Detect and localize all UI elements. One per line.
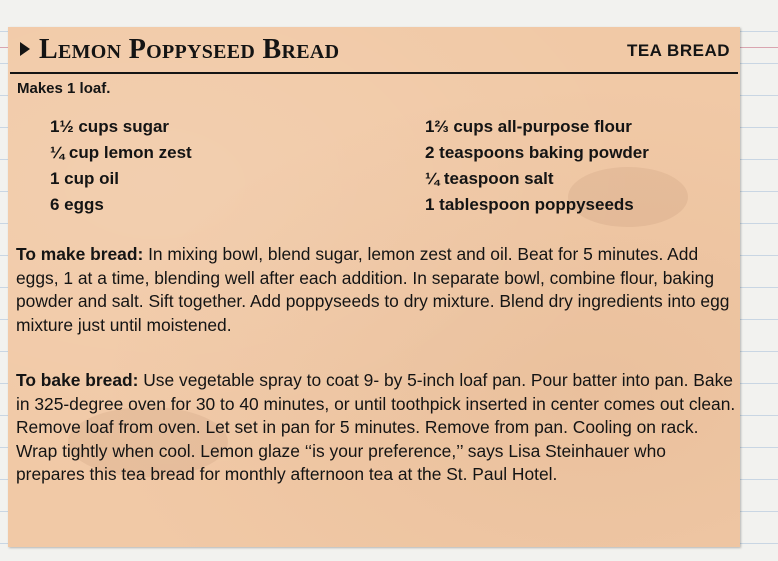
bake-heading: To bake bread: (16, 370, 139, 390)
ingredient-item: 1 cup oil (50, 169, 119, 188)
make-instructions (16, 243, 736, 337)
recipe-clipping (8, 27, 740, 547)
bake-instructions (16, 369, 736, 487)
ingredient-item: 1⅔ cups all-purpose flour (425, 117, 632, 136)
make-text: In mixing bowl, blend sugar, lemon zest and oil. Beat for 5 minutes. Add eggs, 1 at a time, blending well after each addition. In separate bowl, combine flour, baking powder and salt. Sift together. Add poppyseeds to dry mixture. Blend dry ingredients into egg mixture just until moistened. (16, 244, 730, 335)
ingredient-item: 1½ cups sugar (50, 117, 170, 136)
ingredient-item: 2 teaspoons baking powder (425, 143, 649, 162)
recipe-category: TEA BREAD (626, 41, 730, 60)
bake-text: Use vegetable spray to coat 9- by 5-inch loaf pan. Pour batter into pan. Bake in 325-degree oven for 30 to 40 minutes, or until toothpick inserted in center comes out clean. Remove loaf from oven. Let set in pan for 5 minutes. Remove from pan. Cooling on rack. Wrap tightly when cool. Lemon glaze ‘‘is your preference,’’ says Lisa Steinhauer who prepares this tea bread for monthly afternoon tea at the St. Paul Hotel. (16, 370, 736, 485)
ingredient-item: ¼ cup lemon zest (50, 143, 192, 162)
ingredients-left-column (50, 114, 192, 218)
bullet-arrow-icon (20, 42, 30, 56)
recipe-title: Lemon Poppyseed Bread (39, 34, 340, 65)
ingredients-right-column (425, 114, 649, 218)
ingredient-item: 6 eggs (50, 195, 104, 214)
recipe-yield: Makes 1 loaf. (17, 80, 111, 97)
recipe-header (8, 27, 740, 71)
header-rule (10, 72, 738, 74)
make-heading: To make bread: (16, 244, 144, 264)
ingredient-item: 1 tablespoon poppyseeds (425, 195, 634, 214)
ingredient-item: ¼ teaspoon salt (425, 169, 554, 188)
